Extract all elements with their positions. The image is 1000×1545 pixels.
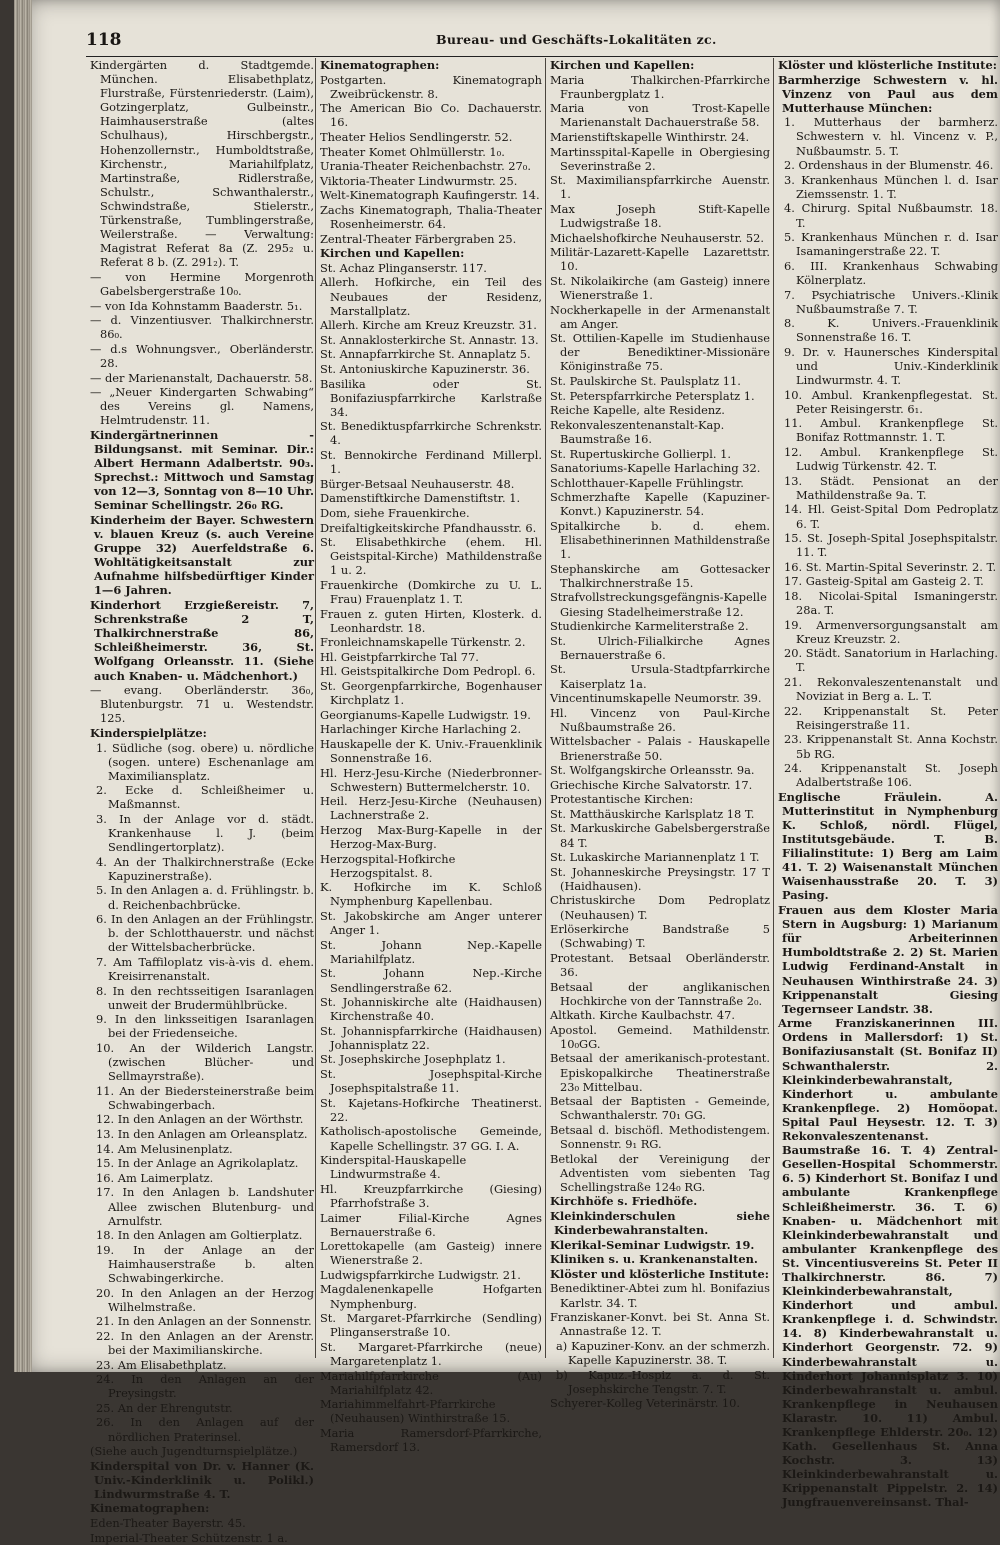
directory-entry: 8. In den rechtsseitigen Isaranlagen unweit der Brudermühlbrücke.	[96, 983, 314, 1012]
directory-entry: Fronleichnamskapelle Türkenstr. 2.	[320, 635, 526, 650]
entry-heading: Kinderspital von Dr. v. Hanner (K. Univ.-Kinderklinik u. Polikl.) Lindwurmstraße 4. T.	[90, 1458, 314, 1501]
directory-entry: St. Matthäuskirche Karlsplatz 18 T.	[550, 806, 755, 821]
directory-entry: Maria von Trost-Kapelle Marienanstalt Dachauerstraße 58.	[550, 101, 770, 130]
column-divider	[315, 58, 316, 1358]
directory-entry: Zentral-Theater Färbergraben 25.	[320, 231, 517, 246]
entry-heading: Kliniken s. u. Krankenanstalten.	[550, 1252, 758, 1267]
directory-entry: St. Elisabethkirche (ehem. Hl. Geistspital-Kirche) Mathildenstraße 1 u. 2.	[320, 535, 542, 578]
directory-entry: St. Paulskirche St. Paulsplatz 11.	[550, 374, 741, 389]
directory-entry: Bürger-Betsaal Neuhauserstr. 48.	[320, 476, 515, 491]
directory-entry: 19. Armenversorgungsanstalt am Kreuz Kreuzstr. 2.	[784, 617, 998, 646]
directory-entry: 9. In den linksseitigen Isaranlagen bei der Friedenseiche.	[96, 1012, 314, 1041]
directory-entry: St. Lukaskirche Mariannenplatz 1 T.	[550, 850, 760, 865]
column-3	[550, 58, 770, 1411]
directory-entry: St. Achaz Plinganserstr. 117.	[320, 260, 487, 275]
directory-entry: St. Johanniskirche alte (Haidhausen) Kirchenstraße 40.	[320, 995, 542, 1024]
directory-entry: b) Kapuz.-Hospiz a. d. St. Josephskirche Tengstr. 7. T.	[556, 1367, 770, 1396]
directory-entry: St. Maximilianspfarrkirche Auenstr. 1.	[550, 173, 770, 202]
directory-entry: Damenstiftkirche Damenstiftstr. 1.	[320, 491, 521, 506]
directory-entry: 16. St. Martin-Spital Severinstr. 2. T.	[784, 559, 997, 574]
directory-entry: Wittelsbacher - Palais - Hauskapelle Brienerstraße 50.	[550, 734, 770, 763]
entry-heading: Kinderheim der Bayer. Schwestern v. blauen Kreuz (s. auch Vereine Gruppe 32) Auerfeldstraße 6. Wohltätigkeitsanstalt zur Aufnahme hilfsbedürftiger Kinder 1—6 Jahren.	[90, 513, 314, 598]
directory-entry: 6. In den Anlagen an der Frühlingstr. b. der Schlotthauerstr. und nächst der Wittelsbacherbrücke.	[96, 912, 314, 955]
directory-entry: — „Neuer Kindergarten Schwabing“ des Vereins gl. Namens, Helmtrudenstr. 11.	[90, 385, 314, 428]
directory-entry: — von Hermine Morgenroth Gabelsbergerstraße 10₀.	[90, 269, 314, 298]
directory-entry: Studienkirche Karmeliterstraße 2.	[550, 619, 749, 634]
entry-heading: Frauen aus dem Kloster Maria Stern in Augsburg: 1) Marianum für Arbeiterinnen Humboldtstraße 2. 2) St. Marien Ludwig Ferdinand-Anstalt in Neuhausen Winthirstraße 24. 3) Krippenanstalt Giesing Tegernseer Landstr. 38.	[778, 903, 998, 1016]
column-divider	[545, 58, 546, 1358]
directory-entry: Hl. Vincenz von Paul-Kirche Nußbaumstraße 26.	[550, 705, 770, 734]
directory-entry: Betsaal der anglikanischen Hochkirche von der Tannstraße 2₀.	[550, 979, 770, 1008]
directory-entry: St. Josephspital-Kirche Josephspitalstraße 11.	[320, 1067, 542, 1096]
directory-entry: a) Kapuziner-Konv. an der schmerzh. Kapelle Kapuzinerstr. 38. T.	[556, 1338, 770, 1367]
directory-entry: 24. Krippenanstalt St. Joseph Adalbertstraße 106.	[784, 761, 998, 790]
directory-entry: St. Bennokirche Ferdinand Millerpl. 1.	[320, 448, 542, 477]
directory-entry: 7. Psychiatrische Univers.-Klinik Nußbaumstraße 7. T.	[784, 287, 998, 316]
directory-entry: St. Kajetans-Hofkirche Theatinerst. 22.	[320, 1095, 542, 1124]
directory-entry: 21. In den Anlagen an der Sonnenstr.	[96, 1314, 312, 1329]
entry-heading: Kirchen und Kapellen:	[550, 58, 695, 72]
directory-entry: Herzog Max-Burg-Kapelle in der Herzog-Max-Burg.	[320, 822, 542, 852]
directory-entry: Viktoria-Theater Lindwurmstr. 25.	[320, 173, 518, 188]
directory-entry: Protestantische Kirchen:	[550, 792, 694, 807]
directory-entry: 23. Am Elisabethplatz.	[96, 1357, 227, 1372]
directory-entry: St. Johanneskirche Preysingstr. 17 T (Haidhausen).	[550, 864, 770, 893]
directory-entry: — evang. Oberländerstr. 36₀, Blutenburgstr. 71 u. Westendstr. 125.	[90, 683, 314, 726]
header-rule	[86, 56, 998, 57]
directory-entry: (Siehe auch Jugendturnspielplätze.)	[90, 1444, 298, 1459]
entry-heading: Kleinkinderschulen siehe Kinderbewahranstalten.	[550, 1209, 770, 1238]
directory-entry: 11. Ambul. Krankenpflege St. Bonifaz Rottmannstr. 1. T.	[784, 416, 998, 445]
directory-entry: Max Joseph Stift-Kapelle Ludwigstraße 18.	[550, 201, 770, 231]
directory-entry: 17. Gasteig-Spital am Gasteig 2. T.	[784, 574, 984, 589]
page-number: 118	[86, 30, 122, 50]
entry-heading: Kirchhöfe s. Friedhöfe.	[550, 1194, 698, 1209]
directory-entry: 18. Nicolai-Spital Ismaningerstr. 28a. T.	[784, 588, 998, 618]
directory-entry: St. Johann Nep.-Kapelle Mariahilfplatz.	[320, 937, 542, 966]
directory-entry: Sanatoriums-Kapelle Harlaching 32.	[550, 461, 761, 476]
directory-entry: Betsaal d. bischöfl. Methodistengem. Sonnenstr. 9₁ RG.	[550, 1122, 770, 1152]
directory-entry: Michaelshofkirche Neuhauserstr. 52.	[550, 230, 765, 245]
running-title: Bureau- und Geschäfts-Lokalitäten zc.	[436, 32, 717, 47]
directory-entry: 20. Städt. Sanatorium in Harlaching. T.	[784, 646, 998, 675]
directory-entry: 17. In den Anlagen b. Landshuter Allee zwischen Blutenburg- und Arnulfstr.	[96, 1185, 314, 1228]
directory-entry: Christuskirche Dom Pedroplatz (Neuhausen) T.	[550, 893, 770, 922]
entry-heading: Kinematographen:	[90, 1501, 210, 1516]
directory-entry: 10. An der Wilderich Langstr. (zwischen Blücher- und Sellmayrstraße).	[96, 1040, 314, 1084]
directory-entry: Lorettokapelle (am Gasteig) innere Wienerstraße 2.	[320, 1239, 542, 1268]
directory-entry: Martinsspital-Kapelle in Obergiesing Severinstraße 2.	[550, 144, 770, 173]
directory-entry: Theater Komet Ohlmüllerstr. 1₀.	[320, 144, 505, 159]
directory-entry: St. Markuskirche Gabelsbergerstraße 84 T.	[550, 821, 770, 850]
directory-entry: 1. Südliche (sog. obere) u. nördliche (sogen. untere) Eschenanlage am Maximiliansplatz.	[96, 740, 314, 783]
directory-entry: 22. Krippenanstalt St. Peter Reisingerstraße 11.	[784, 703, 998, 732]
directory-entry: Frauenkirche (Domkirche zu U. L. Frau) Frauenplatz 1. T.	[320, 577, 542, 606]
directory-entry: Frauen z. guten Hirten, Klosterk. d. Leonhardstr. 18.	[320, 606, 542, 635]
page-header	[86, 30, 986, 56]
directory-entry: 13. In den Anlagen am Orleansplatz.	[96, 1127, 308, 1142]
directory-entry: Maria Thalkirchen-Pfarrkirche Fraunbergplatz 1.	[550, 72, 770, 101]
directory-entry: Betsaal der Baptisten - Gemeinde, Schwanthalerstr. 70₁ GG.	[550, 1094, 770, 1123]
directory-entry: Kindergärten d. Stadtgemde. München. Elisabethplatz, Flurstraße, Fürstenriederstr. (Laim), Gotzingerplatz, Gulbeinstr., Haimhauserstraße (altes Schulhaus), Hirschbergstr., Hohenzollernstr., Humboldtstraße, Kirchenstr., Mariahilfplatz, Martinstraße, Ridlerstraße, Schulstr., Schwanthalerstr., Schwindstraße, Stielerstr., Türkenstraße, Tumblingerstraße, Weilerstraße. — Verwaltung: Magistrat Referat 8a (Z. 295₂ u. Referat 8 b. (Z. 291₂). T.	[90, 58, 314, 270]
directory-entry: St. Antoniuskirche Kapuzinerstr. 36.	[320, 361, 530, 376]
directory-entry: 11. An der Biedersteinerstraße beim Schwabingerbach.	[96, 1083, 314, 1112]
directory-entry: Erlöserkirche Bandstraße 5 (Schwabing) T.	[550, 922, 770, 951]
directory-entry: Imperial-Theater Schützenstr. 1 a.	[90, 1530, 288, 1545]
directory-entry: Rekonvaleszentenanstalt-Kap. Baumstraße 16.	[550, 417, 725, 446]
entry-heading: Klöster und klösterliche Institute:	[778, 58, 997, 72]
directory-entry: St. Ottilien-Kapelle im Studienhause der Benediktiner-Missionäre Königinstraße 75.	[550, 331, 770, 374]
directory-entry: 25. An der Ehrengutstr.	[96, 1400, 233, 1415]
directory-entry: Postgarten. Kinematograph Zweibrückenstr. 8.	[320, 72, 542, 101]
directory-entry: St. Georgenpfarrkirche, Bogenhauser Kirchplatz 1.	[320, 679, 542, 708]
directory-entry: 15. In der Anlage an Agrikolaplatz.	[96, 1156, 299, 1171]
directory-entry: Protestant. Betsaal Oberländerstr. 36.	[550, 950, 770, 979]
directory-entry: St. Wolfgangskirche Orleansstr. 9a.	[550, 763, 755, 778]
directory-entry: Dom, siehe Frauenkirche.	[320, 505, 470, 520]
directory-entry: Allerh. Kirche am Kreuz Kreuzstr. 31.	[320, 318, 537, 333]
directory-entry: Herzogspital-Hofkirche Herzogspitalst. 8.	[320, 851, 456, 880]
entry-heading: Kinematographen:	[320, 58, 440, 72]
directory-entry: 6. III. Krankenhaus Schwabing Kölnerplatz.	[784, 258, 998, 287]
directory-entry: St. Rupertuskirche Gollierpl. 1.	[550, 446, 731, 461]
directory-entry: Ludwigspfarrkirche Ludwigstr. 21.	[320, 1267, 521, 1282]
directory-entry: — von Ida Kohnstamm Baaderstr. 5₁.	[90, 298, 303, 313]
page-stack-edge	[14, 0, 32, 1372]
directory-entry: Strafvollstreckungsgefängnis-Kapelle Giesing Stadelheimerstraße 12.	[550, 590, 767, 619]
directory-entry: Harlachinger Kirche Harlaching 2.	[320, 722, 522, 737]
directory-entry: Hl. Geistpfarrkirche Tal 77.	[320, 649, 479, 664]
directory-entry: — d. Vinzentiusver. Thalkirchnerstr. 86₀.	[90, 313, 314, 342]
directory-entry: Georgianums-Kapelle Ludwigstr. 19.	[320, 707, 531, 722]
directory-entry: 5. Krankenhaus München r. d. Isar Isamaningerstraße 22. T.	[784, 230, 998, 259]
directory-entry: 12. Ambul. Krankenpflege St. Ludwig Türkenstr. 42. T.	[784, 445, 998, 474]
directory-entry: 14. Hl. Geist-Spital Dom Pedroplatz 6. T.	[784, 502, 998, 531]
directory-entry: 1. Mutterhaus der barmherz. Schwestern v. hl. Vincenz v. P., Nußbaumstr. 5. T.	[784, 115, 998, 158]
directory-entry: St. Johannispfarrkirche (Haidhausen) Johannisplatz 22.	[320, 1023, 542, 1052]
directory-entry: Spitalkirche b. d. ehem. Elisabethinerinnen Mathildenstraße 1.	[550, 519, 770, 562]
directory-entry: Stephanskirche am Gottesacker Thalkirchnerstraße 15.	[550, 561, 770, 590]
directory-entry: Basilika oder St. Bonifaziuspfarrkirche Karlstraße 34.	[320, 376, 542, 419]
column-2	[320, 58, 542, 1454]
directory-entry: 4. An der Thalkirchnerstraße (Ecke Kapuzinerstraße).	[96, 854, 314, 883]
directory-entry: Nockherkapelle in der Armenanstalt am Anger.	[550, 302, 770, 331]
directory-entry: Heil. Herz-Jesu-Kirche (Neuhausen) Lachnerstraße 2.	[320, 794, 542, 823]
directory-entry: Welt-Kinematograph Kaufingerstr. 14.	[320, 188, 540, 203]
directory-entry: 2. Ordenshaus in der Blumenstr. 46.	[784, 158, 994, 173]
directory-entry: St. Annapfarrkirche St. Annaplatz 5.	[320, 347, 531, 362]
directory-entry: Franziskaner-Konvt. bei St. Anna St. Annastraße 12. T.	[550, 1310, 770, 1339]
entry-heading: Kinderspielplätze:	[90, 725, 207, 740]
directory-entry: Dreifaltigkeitskirche Pfandhausstr. 6.	[320, 520, 537, 535]
book-page	[14, 0, 1000, 1545]
directory-entry: 8. K. Univers.-Frauenklinik Sonnenstraße 16. T.	[784, 316, 998, 345]
directory-entry: Altkath. Kirche Kaulbachstr. 47.	[550, 1008, 736, 1023]
directory-entry: Mariahilfpfarrkirche (Au) Mariahilfplatz 42.	[320, 1368, 542, 1397]
directory-entry: Betsaal der amerikanisch-protestant. Episkopalkirche Theatinerstraße 23₀ Mittelbau.	[550, 1051, 770, 1094]
directory-entry: 15. St. Joseph-Spital Josephspitalstr. 11. T.	[784, 531, 998, 560]
column-4	[778, 58, 998, 1510]
entry-heading: Kinderhort Erzgießereistr. 7, Schrenkstraße 2 T, Thalkirchnerstraße 86, Schleißheimerstr. 36, St. Wolfgang Orleansstr. 11. (Siehe auch Knaben- u. Mädchenhort.)	[90, 598, 314, 683]
directory-entry: St. Jakobskirche am Anger unterer Anger 1.	[320, 909, 542, 938]
directory-entry: St. Josephskirche Josephplatz 1.	[320, 1052, 506, 1067]
entry-heading: Englische Fräulein. A. Mutterinstitut in Nymphenburg K. Schloß, nördl. Flügel, Institutsgebäude. T. B. Filialinstitute: 1) Berg am Laim 41. T. 2) Waisenanstalt München Waisenhausstraße 20. T. 3) Pasing.	[778, 789, 998, 903]
directory-entry: — der Marienanstalt, Dachauerstr. 58.	[90, 370, 313, 385]
directory-entry: 19. In der Anlage an der Haimhauserstraße b. alten Schwabingerkirche.	[96, 1242, 314, 1285]
directory-entry: Zachs Kinematograph, Thalia-Theater Rosenheimerstr. 64.	[320, 202, 542, 232]
column-divider	[773, 58, 774, 1358]
directory-entry: Mariahimmelfahrt-Pfarrkirche (Neuhausen) Winthirstraße 15.	[320, 1397, 511, 1426]
directory-entry: 18. In den Anlagen am Goltierplatz.	[96, 1228, 303, 1243]
directory-entry: Griechische Kirche Salvatorstr. 17.	[550, 777, 753, 792]
entry-heading: Klöster und klösterliche Institute:	[550, 1266, 769, 1281]
directory-entry: 16. Am Laimerplatz.	[96, 1170, 214, 1185]
directory-entry: 12. In den Anlagen an der Wörthstr.	[96, 1112, 304, 1127]
directory-entry: Maria Ramersdorf-Pfarrkirche, Ramersdorf 13.	[320, 1425, 542, 1454]
directory-entry: 2. Ecke d. Schleißheimer u. Maßmannst.	[96, 783, 314, 812]
directory-entry: Reiche Kapelle, alte Residenz.	[550, 403, 725, 418]
directory-entry: Schlotthauer-Kapelle Frühlingstr.	[550, 475, 744, 490]
directory-entry: St. Nikolaikirche (am Gasteig) innere Wienerstraße 1.	[550, 273, 770, 302]
directory-entry: Katholisch-apostolische Gemeinde, Kapelle Schellingstr. 37 GG. I. A.	[320, 1124, 542, 1153]
directory-entry: Schyerer-Kolleg Veterinärstr. 10.	[550, 1396, 741, 1411]
directory-entry: K. Hofkirche im K. Schloß Nymphenburg Kapellenbau.	[320, 880, 542, 909]
directory-entry: Hl. Geistspitalkirche Dom Pedropl. 6.	[320, 664, 536, 679]
directory-entry: 21. Rekonvaleszentenanstalt und Noviziat in Berg a. L. T.	[784, 675, 998, 704]
directory-entry: 22. In den Anlagen an der Arenstr. bei der Maximilianskirche.	[96, 1328, 314, 1357]
directory-entry: Urania-Theater Reichenbachstr. 27₀.	[320, 159, 531, 174]
entry-heading: Barmherzige Schwestern v. hl. Vinzenz von Paul aus dem Mutterhause München:	[778, 72, 998, 115]
directory-entry: Schmerzhafte Kapelle (Kapuziner-Konvt.) Kapuzinerstr. 54.	[550, 490, 770, 519]
directory-entry: Theater Helios Sendlingerstr. 52.	[320, 129, 513, 144]
directory-entry: Magdalenenkapelle Hofgarten Nymphenburg.	[320, 1282, 542, 1311]
directory-entry: Eden-Theater Bayerstr. 45.	[90, 1516, 246, 1531]
directory-entry: 20. In den Anlagen an der Herzog Wilhelmstraße.	[96, 1285, 314, 1314]
directory-entry: 4. Chirurg. Spital Nußbaumstr. 18. T.	[784, 201, 998, 230]
directory-entry: St. Peterspfarrkirche Petersplatz 1.	[550, 388, 755, 403]
directory-entry: St. Ursula-Stadtpfarrkirche Kaiserplatz 1a.	[550, 662, 770, 691]
directory-entry: 3. Krankenhaus München l. d. Isar Ziemssenstr. 1. T.	[784, 172, 998, 201]
directory-entry: Hl. Kreuzpfarrkirche (Giesing) Pfarrhofstraße 3.	[320, 1181, 542, 1210]
directory-entry: The American Bio Co. Dachauerstr. 16.	[320, 101, 542, 130]
directory-entry: Hauskapelle der K. Univ.-Frauenklinik Sonnenstraße 16.	[320, 736, 542, 765]
directory-entry: 10. Ambul. Krankenpflegestat. St. Peter Reisingerstr. 6₁.	[784, 387, 998, 416]
directory-entry: St. Ulrich-Filialkirche Agnes Bernauerstraße 6.	[550, 633, 770, 662]
directory-entry: 3. In der Anlage vor d. städt. Krankenhause l. J. (beim Sendlingertorplatz).	[96, 811, 314, 855]
directory-entry: Marienstiftskapelle Winthirstr. 24.	[550, 129, 750, 144]
column-1	[90, 58, 314, 1545]
directory-entry: Allerh. Hofkirche, ein Teil des Neubaues der Residenz, Marstallplatz.	[320, 275, 542, 318]
directory-entry: Hl. Herz-Jesu-Kirche (Niederbronner-Schwestern) Buttermelcherstr. 10.	[320, 765, 542, 794]
directory-entry: St. Johann Nep.-Kirche Sendlingerstraße 62.	[320, 966, 542, 995]
directory-entry: Laimer Filial-Kirche Agnes Bernauerstraße 6.	[320, 1210, 542, 1239]
directory-entry: Benediktiner-Abtei zum hl. Bonifazius Karlstr. 34. T.	[550, 1281, 770, 1310]
entry-heading: Arme Franziskanerinnen III. Ordens in Mallersdorf: 1) St. Bonifaziusanstalt (St. Bonifaz II) Schwanthalerstr. 2. Kleinkinderbewahranstalt, Kinderhort u. ambulante Krankenpflege. 2) Homöopat. Spital Paul Heysestr. 12. T. 3) Rekonvaleszentenanst. Baumstraße 16. T. 4) Zentral-Gesellen-Hospital Schommerstr. 6. 5) Kinderhort St. Bonifaz I und ambulante Krankenpflege Schleißheimerstr. 36. T. 6) Knaben- u. Mädchenhort mit Kleinkinderbewahranstalt und ambulanter Krankenpflege des St. Vincentiusvereins St. Peter II Thalkirchnerstr. 86. 7) Kleinkinderbewahranstalt, Kinderhort und ambul. Krankenpflege i. d. Schwindstr. 14. 8) Kinderbewahranstalt u. Kinderhort Georgenstr. 72. 9) Kinderbewahranstalt u. Kinderhort Johannisplatz 3. 10) Kinderbewahranstalt u. ambul. Krankenpflege in Neuhausen Klarastr. 10. 11) Ambul. Krankenpflege Ehlderstr. 20₀. 12) Kath. Gesellenhaus St. Anna Kochstr. 3. 13) Kleinkinderbewahranstalt u. Krippenanstalt Pippelstr. 2. 14) Jungfrauenvereinsanst. Thal-	[778, 1016, 998, 1510]
directory-entry: St. Margaret-Pfarrkirche (Sendling) Plinganserstraße 10.	[320, 1311, 542, 1340]
directory-entry: St. Annaklosterkirche St. Annastr. 13.	[320, 332, 539, 347]
directory-entry: St. Margaret-Pfarrkirche (neue) Margaretenplatz 1.	[320, 1339, 542, 1368]
directory-entry: 9. Dr. v. Haunersches Kinderspital und Univ.-Kinderklinik Lindwurmstr. 4. T.	[784, 344, 998, 388]
directory-entry: 14. Am Melusinenplatz.	[96, 1141, 233, 1156]
directory-entry: Vincentinumskapelle Neumorstr. 39.	[550, 691, 762, 706]
directory-entry: 23. Krippenanstalt St. Anna Kochstr. 5b RG.	[784, 732, 998, 761]
entry-heading: Kindergärtnerinnen - Bildungsanst. mit Seminar. Dir.: Albert Hermann Adalbertstr. 90₃. Sprechst.: Mittwoch und Samstag von 12—3, Sonntag von 8—10 Uhr. Seminar Schellingstr. 26₀ RG.	[90, 427, 314, 513]
directory-entry: 24. In den Anlagen an der Preysingstr.	[96, 1372, 314, 1401]
directory-entry: 5. In den Anlagen a. d. Frühlingstr. b. d. Reichenbachbrücke.	[96, 883, 314, 912]
directory-entry: Apostol. Gemeind. Mathildenstr. 10₀GG.	[550, 1022, 770, 1051]
directory-entry: Betlokal der Vereinigung der Adventisten vom siebenten Tag Schellingstraße 124₀ RG.	[550, 1151, 770, 1194]
directory-entry: Kinderspital-Hauskapelle Lindwurmstraße 4.	[320, 1153, 467, 1182]
directory-entry: 7. Am Taffiloplatz vis-à-vis d. ehem. Kreisirrenanstalt.	[96, 954, 314, 983]
directory-entry: St. Benediktuspfarrkirche Schrenkstr. 4.	[320, 419, 542, 448]
directory-entry: Militär-Lazarett-Kapelle Lazarettstr. 10.	[550, 245, 770, 274]
entry-heading: Kirchen und Kapellen:	[320, 246, 465, 261]
directory-entry: — d.s Wohnungsver., Oberländerstr. 28.	[90, 341, 314, 370]
directory-entry: 26. In den Anlagen auf der nördlichen Praterinsel.	[96, 1415, 314, 1444]
entry-heading: Klerikal-Seminar Ludwigstr. 19.	[550, 1237, 755, 1252]
directory-entry: 13. Städt. Pensionat an der Mathildenstraße 9a. T.	[784, 473, 998, 502]
